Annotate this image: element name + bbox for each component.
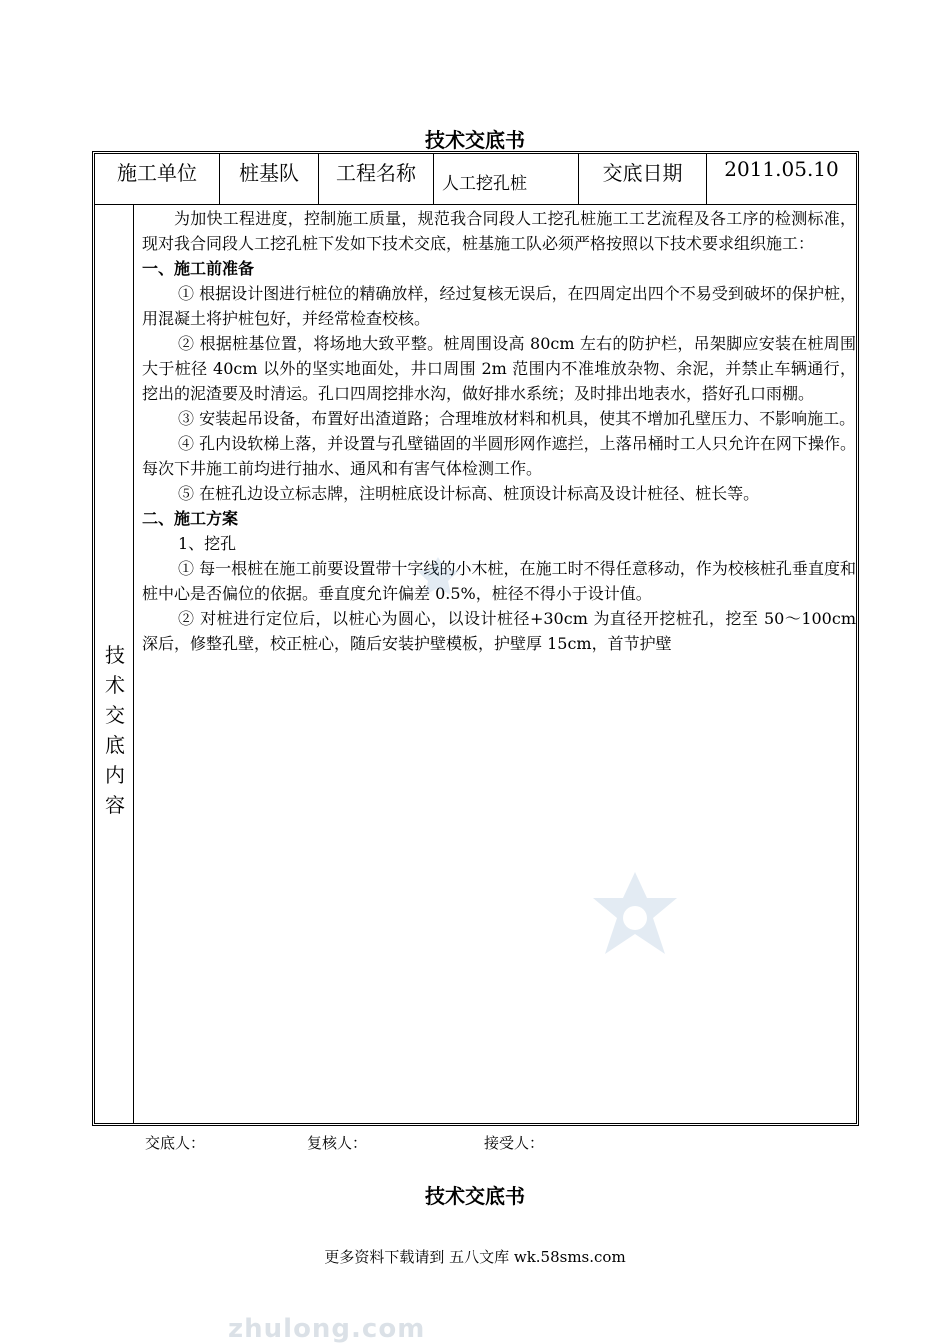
watermark-emblem-icon [415,555,461,601]
section-heading: 一、施工前准备 [142,259,255,278]
unit-label-cell [95,154,219,204]
side-char: 内 [105,763,125,787]
page-title-repeat: 技术交底书 [425,1184,525,1208]
intro-paragraph: 为加快工程进度，控制施工质量，规范我合同段人工挖孔桩施工工艺流程及各工序的检测标准，现对我合同段人工挖孔桩下发如下技术交底，桩基施工队必须严格按照以下技术要求组织施工： [142,209,856,253]
reviewer-signature-label: 复核人： [307,1134,368,1152]
list-item: ③ 安装起吊设备，布置好出渣道路；合理堆放材料和机具，使其不增加孔壁压力、不影响施工。 [178,409,856,428]
side-char: 技 [105,643,125,667]
page-title: 技术交底书 [425,128,525,152]
watermark-emblem-icon [585,868,685,968]
project-value-cell [434,154,578,204]
receiver-signature-label: 接受人： [484,1134,545,1152]
list-item: ④ 孔内设软梯上落，并设置与孔壁锚固的半圆形网作遮拦，上落吊桶时工人只允许在网下操作。每次下井施工前均进行抽水、通风和有害气体检测工作。 [142,434,856,478]
list-item: ② 根据桩基位置，将场地大致平整。桩周围设高 80cm 左右的防护栏，吊架脚应安装在桩周围大于桩径 40cm 以外的坚实地面处，井口周围 2m 范围内不准堆放杂物、余泥，并禁止车辆通行，挖出的泥渣要及时清运。孔口四周挖排水沟，做好排水系统；及时排出地表水，搭好孔口雨棚。 [142,334,856,403]
list-item: ⑤ 在桩孔边设立标志牌，注明桩底设计标高、桩顶设计标高及设计桩径、桩长等。 [178,484,760,503]
watermark-text: zhulong.com [228,1314,426,1344]
section-heading: 二、施工方案 [142,509,239,528]
list-item: ① 根据设计图进行桩位的精确放样，经过复核无误后，在四周定出四个不易受到破坏的保护桩，用混凝土将护桩包好，并经常检查校核。 [142,284,856,328]
list-item: ① 每一根桩在施工前要设置带十字线的小木桩，在施工时不得任意移动，作为校核桩孔垂直度和桩中心是否偏位的依据。垂直度允许偏差 0.5%，桩径不得小于设计值。 [142,559,856,603]
side-char: 容 [105,793,125,817]
subsection-heading: 1、挖孔 [178,534,237,553]
side-char: 交 [105,703,125,727]
side-char: 底 [105,733,125,757]
unit-label: 施工单位 [117,161,197,185]
list-item: ② 对桩进行定位后，以桩心为圆心，以设计桩径+30cm 为直径开挖桩孔，挖至 50～100cm 深后，修整孔壁，校正桩心，随后安装护壁模板，护壁厚 15cm，首节护壁 [142,609,856,653]
footer-download-note: 更多资料下载请到 五八文库 wk.58sms.com [324,1248,626,1266]
date-label: 交底日期 [602,161,683,185]
handover-signature-label: 交底人： [145,1134,206,1152]
date-value: 2011.05.10 [724,157,839,181]
disclosure-content [142,206,856,656]
date-value-cell [707,154,856,204]
project-label: 工程名称 [336,161,416,185]
project-label-cell [319,154,433,204]
unit-value: 桩基队 [239,161,299,185]
project-value: 人工挖孔桩 [442,174,527,194]
content-side-label [95,205,135,1123]
unit-value-cell [220,154,318,204]
disclosure-form [92,151,859,1126]
side-char: 术 [105,673,125,697]
date-label-cell [579,154,706,204]
